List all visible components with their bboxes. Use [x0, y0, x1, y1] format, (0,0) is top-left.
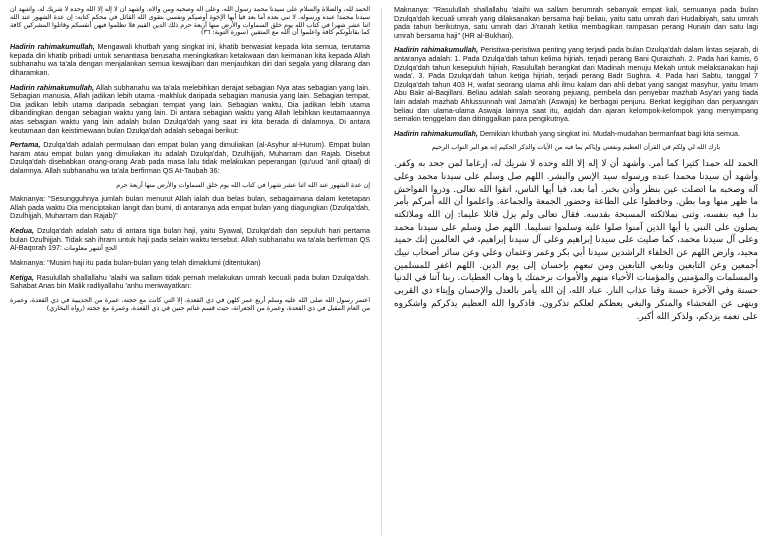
paragraph-ketiga	[10, 274, 370, 291]
paragraph-text: Dzulqa'dah adalah permulaan dari empat bulan yang dimuliakan (al-Asyhur al-Hurum). Empat bulan haram atau empat bulan yang dimuliakan itu adalah Dzulqa'dah, Dzulhijjah, Muharram dan Rajab. Disebut Dzulqa'dah disebabkan orang-orang Arab pada masa lalu tidak melakukan peperangan (qu'uud 'anil qitaal) di dalamnya. Allah subhanahu wa ta'ala berfirman QS At-Taubah 36:	[10, 140, 370, 175]
paragraph-lead: Hadirin rahimakumullah,	[10, 82, 95, 92]
arabic-inline-baqarah: الحج أشهر معلومات	[63, 244, 117, 253]
paragraph-penutup	[394, 130, 758, 139]
paragraph-peristiwa	[394, 46, 758, 123]
arabic-closing-dua: بارك الله لي ولكم في القرآن العظيم ونفعني وإياكم بما فيه من الآيات والذكر الحكيم إنه هو البر التواب الرحيم	[431, 143, 721, 152]
paragraph-lead: Hadirin rahimakumullah,	[394, 45, 479, 55]
arabic-hadith: اعتمر رسول الله صلى الله عليه وسلم أربع عمر كلهن في ذي القعدة، إلا التي كانت مع حجته، عمرة من الحديبية في ذي القعدة، وعمرة من العام المقبل في ذي القعدة، وعمرة من الجعرانة، حيث قسم غنائم حنين في ذي القعدة، وعمرة مع حجته (رواه البخاري)	[10, 295, 370, 312]
right-column	[394, 6, 758, 539]
paragraph-lead: Ketiga,	[10, 272, 34, 282]
column-divider	[381, 8, 382, 535]
paragraph-keutamaan	[10, 84, 370, 136]
paragraph-wasiat	[10, 43, 370, 77]
paragraph-text: Mengawali khutbah yang singkat ini, khatib berwasiat kepada kita semua, terutama kepada diri khatib pribadi untuk senantiasa berusaha meningkatkan ketakwaan dan keimanan kita kepada Allah subhanahu wa ta'ala dengan menjalankan semua kewajiban dan menjauhkan diri dari segala yang dilarang dan diharamkan.	[10, 42, 370, 77]
left-column	[10, 6, 370, 539]
arabic-intro: الحمد لله، والصلاة والسلام على سيدنا محمد رسول الله، وعلى آله وصحبه ومن والاه. وأشهد أن لا إله إلا الله وحده لا شريك له، وأشهد أن سيدنا محمدا عبده ورسوله. لا نبي بعده أما بعد فيا أيها الإخوة أوصيكم ونفسي بتقوى الله القائل في محكم كتابه: إن عدة الشهور عند الله اثنا عشر شهرا في كتاب الله يوم خلق السماوات والأرض منها أربعة حرم ذلك الدين القيم فلا تظلموا فيهن أنفسكم وقاتلوا المشركين كافة كما يقاتلونكم كافة واعلموا أن الله مع المتقين (سورة التوبة: ٣٦)	[10, 6, 370, 37]
paragraph-text: Demikian khutbah yang singkat ini. Mudah-mudahan bermanfaat bagi kita semua.	[477, 128, 740, 138]
paragraph-lead: Hadirin rahimakumullah,	[394, 128, 478, 138]
paragraph-makna-2: Maknanya: "Musim haji itu pada bulan-bulan yang telah dimaklumi (ditentukan)	[10, 258, 261, 268]
arabic-quran-taubah: إن عدة الشهور عند الله اثنا عشر شهرا في كتاب الله يوم خلق السماوات والأرض منها أربعة حرم	[116, 180, 370, 189]
paragraph-lead: Hadirin rahimakumullah,	[10, 42, 95, 52]
paragraph-text: Allah subhanahu wa ta'ala melebihkan derajat sebagian Nya atas sebagian yang lain. Sebagian manusia, Allah jadikan lebih utama -makhluk daripada sebagian manusia yang lain. Sebagian tempat, Dia jadikan lebih utama daripada sebagian tempat yang lain. Sebagian waktu, Dia jadikan lebih utama dibandingkan dengan sebagian waktu yang lain. Di antara sebagian waktu yang Allah lebihkan keutamaannya atas sebagian waktu yang lain adalah bulan Dzulqa'dah yang saat ini kita berada di dalamnya. Di antara keutamaan dan keistimewaan bulan Dzulqa'dah adalah sebagai berikut:	[10, 82, 370, 135]
paragraph-text: Dzulqa'dah adalah satu di antara tiga bulan haji, yaitu Syawal, Dzulqa'dah dan sepuluh hari pertama bulan Dzulhijjah. Tidak sah ihram untuk haji pada selain waktu tersebut. Allah subhanahu wa ta'ala berfirman QS Al-Baqorah 197:	[10, 226, 370, 253]
paragraph-makna-hadith: Maknanya: "Rasulullah shallallahu 'alaihi wa sallam berumrah sebanyak empat kali, semuanya pada bulan Dzulqa'dah kecuali umrah yang dilaksanakan bersama haji beliau, yaitu satu umrah dari Hudaibiyah, satu umrah pada tahun berikutnya, satu umrah dari Ji'ranah ketika membagikan rampasan perang Hunain dan satu lagi umrah bersama haji" (HR al-Bukhari).	[394, 6, 758, 40]
paragraph-lead: Pertama,	[10, 140, 41, 150]
paragraph-lead: Kedua,	[10, 226, 34, 236]
paragraph-makna-1: Maknanya: "Sesungguhnya jumlah bulan menurut Allah ialah dua belas bulan, sebagaimana dalam ketetapan Allah pada waktu Dia menciptakan langit dan bumi, di antaranya ada empat bulan yang diagungkan (Dzulqa'dah, Dzulhijjah, Muharram dan Rajab)"	[10, 194, 370, 221]
paragraph-pertama	[10, 141, 370, 175]
arabic-second-khutbah: الحمد لله حمدا كثيرا كما أمر. وأشهد أن لا إله إلا الله وحده لا شريك له، إرغاما لمن جحد به وكفر. وأشهد أن سيدنا محمدا عبده ورسوله سيد الإنس والبشر. اللهم صل وسلم على سيدنا محمد وعلى آله وصحبه ما اتصلت عين بنظر وأذن بخبر. أما بعد، فيا أيها الناس، اتقوا الله تعالى. وذروا الفواحش ما ظهر منها وما بطن. وحافظوا على الطاعة وحضور الجمعة والجماعة. واعلموا أن الله أمركم بأمر بدأ فيه بنفسه، وثنى بملائكته المسبحة بقدسه. فقال تعالى ولم يزل قائلا عليما: إن الله وملائكته يصلون على النبي يا أيها الذين آمنوا صلوا عليه وسلموا تسليما. اللهم صل وسلم على سيدنا محمد وعلى آل سيدنا محمد، كما صليت على سيدنا إبراهيم وعلى آل سيدنا إبراهيم، في العالمين إنك حميد مجيد، وارض اللهم عن الخلفاء الراشدين سيدنا أبي بكر وعمر وعثمان وعلي وعن سائر أصحاب نبيك أجمعين وعن التابعين وتابعي التابعين ومن تبعهم بإحسان إلى يوم الدين. اللهم اغفر للمسلمين والمسلمات والمؤمنين والمؤمنات الأحياء منهم والأموات برحمتك يا وهاب العطيات. ربنا آتنا في الدنيا حسنة وفي الآخرة حسنة وقنا عذاب النار. عباد الله، إن الله يأمر بالعدل والإحسان وإيتاء ذي القربى وينهى عن الفحشاء والمنكر والبغي يعظكم لعلكم تذكرون. فاذكروا الله العظيم يذكركم واشكروه على نعمه يزدكم، ولذكر الله أكبر.	[394, 159, 758, 322]
paragraph-kedua	[10, 227, 370, 253]
paragraph-text: Rasulullah shallallahu 'alaihi wa sallam tidak pernah melakukan umrah kecuali pada bulan Dzulqa'dah. Sahabat Anas bin Malik radliyallahu 'anhu meriwayatkan:	[10, 272, 370, 291]
paragraph-text: Peristiwa-peristiwa penting yang terjadi pada bulan Dzulqa'dah dalam lintas sejarah, di antaranya adalah: 1. Pada Dzulqa'dah tahun kelima hijriah, terjadi perang Bani Quraizhah. 2. Pada hari kamis, 6 Dzulqa'dah tahun kesepuluh hijriah, Rasulullah berangkat dari Madinah menuju Mekah untuk melaksanakan haji wada'. 3. Pada Dzulqa'dah tahun ketiga hijriah, terjadi perang Badr Sughra. 4. Pada hari Sabtu, tanggal 7 Dzulqa'dah tahun 403 H, wafat seorang ulama ahli ilmu kalam dan ahli debat yang sangat masyhur, yaitu Imam Abu Bakr al-Baqillani. Beliau adalah salah seorang pejuang, pembela dan penyebar mazhab Asy'ari yang tiada lain adalah mazhab Ahlussunnah wal Jama'ah (Aswaja) ke berbagai penjuru. Berkat kegigihan dan perjuangan beliau dan ulama-ulama Aswaja lainnya saat itu, aqidah dan ajaran kelompok-kelompok yang menyimpang semakin tenggelam dan ditinggalkan para pengikutnya.	[394, 45, 758, 124]
